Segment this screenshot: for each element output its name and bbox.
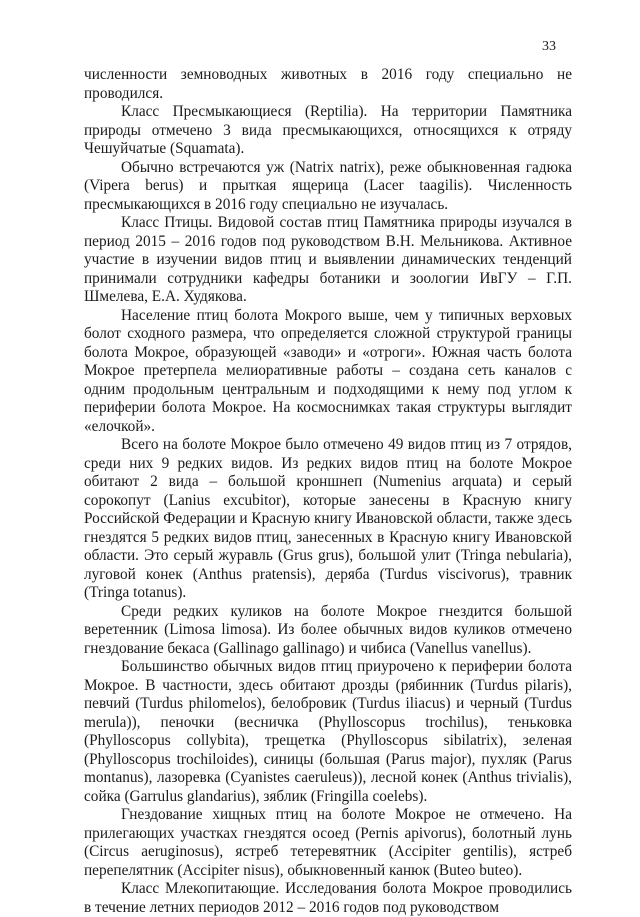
paragraph-reptiles-class: Класс Пресмыкающиеся (Reptilia). На территории Памятника природы отмечено 3 вида пресмыкающихся, относящихся к отряду Чешуйчатые (Squamata). [84,103,572,157]
body-text [84,66,572,917]
paragraph-rare-birds: Всего на болоте Мокрое было отмечено 49 видов птиц из 7 отрядов, среди них 9 редких видов. Из редких видов птиц на болоте Мокрое обитают 2 вида – большой кроншнеп (Numenius arquata) и серый сорокопут (Lanius excubitor), которые занесены в Красную книгу Российской Федерации и Красную книгу Ивановской области, также здесь гнездятся 5 редких видов птиц, занесенных в Красную книгу Ивановской области. Это серый журавль (Grus grus), большой улит (Tringa nebularia), луговой конек (Anthus pratensis), деряба (Turdus viscivorus), травник (Tringa totanus). [84,436,572,601]
paragraph-common-birds: Большинство обычных видов птиц приурочено к периферии болота Мокрое. В частности, здесь обитают дрозды (рябинник (Turdus pilaris), певчий (Turdus philomelos), белобровик (Turdus iliacus) и черный (Turdus merula)), пеночки (весничка (Phylloscopus trochilus), теньковка (Phylloscopus collybita), трещетка (Phylloscopus sibilatrix), зеленая (Phylloscopus trochiloides), синицы (большая (Parus major), пухляк (Parus montanus), лазоревка (Cyanistes caeruleus)), лесной конек (Anthus trivialis), сойка (Garrulus glandarius), зяблик (Fringilla coelebs). [84,658,572,805]
page-number: 33 [542,39,556,54]
paragraph-reptiles-species: Обычно встречаются уж (Natrix natrix), реже обыкновенная гадюка (Vipera berus) и прыткая ящерица (Lacer taagilis). Численность пресмыкающихся в 2016 году специально не изучалась. [84,158,572,213]
paragraph-amphibians-end: численности земноводных животных в 2016 году специально не проводился. [84,66,572,102]
paragraph-mammals-class: Класс Млекопитающие. Исследования болота Мокрое проводились в течение летних периодов 2012 – 2016 годов под руководством [84,880,572,916]
paragraph-raptors: Гнездование хищных птиц на болоте Мокрое не отмечено. На прилегающих участках гнездятся осоед (Pernis apivorus), болотный лунь (Circus aeruginosus), ястреб тетеревятник (Accipiter gentilis), ястреб перепелятник (Accipiter nisus), обыкновенный канюк (Buteo buteo). [84,806,572,879]
paragraph-rare-waders: Среди редких куликов на болоте Мокрое гнездится большой веретенник (Limosa limosa). Из более обычных видов куликов отмечено гнездование бекаса (Gallinago gallinago) и чибиса (Vanellus vanellus). [84,602,572,657]
paragraph-birds-class: Класс Птицы. Видовой состав птиц Памятника природы изучался в период 2015 – 2016 годов под руководством В.Н. Мельникова. Активное участие в изучении видов птиц и выявлении динамических тенденций принимали сотрудники кафедры ботаники и зоологии ИвГУ – Г.П. Шмелева, Е.А. Худякова. [84,214,572,305]
paragraph-bird-population: Население птиц болота Мокрого выше, чем у типичных верховых болот сходного размера, что определяется сложной структурой границы болота Мокрое, образующей «заводи» и «отроги». Южная часть болота Мокрое претерпела мелиоративные работы – создана сеть каналов с одним продольным центральным и подходящими к нему под углом к периферии болота Мокрое. На космоснимках такая структуры выглядит «елочкой». [84,306,572,435]
